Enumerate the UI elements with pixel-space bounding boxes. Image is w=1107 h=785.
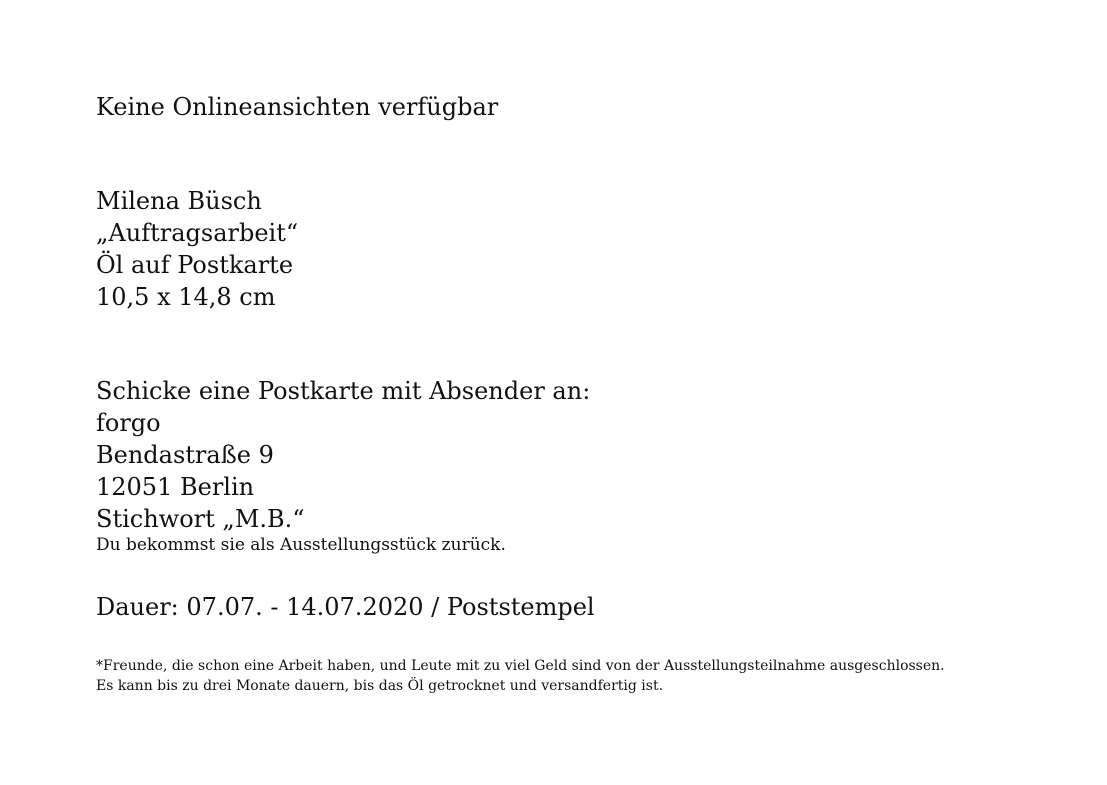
artwork-medium: Öl auf Postkarte: [96, 251, 294, 279]
artist-name: Milena Büsch: [96, 187, 262, 215]
duration-line: Dauer: 07.07. - 14.07.2020 / Poststempel: [96, 593, 595, 621]
footnote-line: Es kann bis zu drei Monate dauern, bis das Öl getrocknet und versandfertig ist.: [96, 678, 664, 694]
recipient-street: Bendastraße 9: [96, 441, 274, 469]
no-online-views-heading: Keine Onlineansichten verfügbar: [96, 93, 499, 121]
footnote-line: *Freunde, die schon eine Arbeit haben, und Leute mit zu viel Geld sind von der Ausstellungsteilnahme ausgeschlossen.: [96, 658, 945, 674]
instructions-intro: Schicke eine Postkarte mit Absender an:: [96, 377, 591, 405]
keyword-line: Stichwort „M.B.“: [96, 505, 305, 533]
artwork-dimensions: 10,5 x 14,8 cm: [96, 283, 276, 311]
artwork-title: „Auftragsarbeit“: [96, 219, 299, 247]
return-note: Du bekommst sie als Ausstellungsstück zurück.: [96, 535, 506, 555]
recipient-city: 12051 Berlin: [96, 473, 255, 501]
recipient-name: forgo: [96, 409, 161, 437]
